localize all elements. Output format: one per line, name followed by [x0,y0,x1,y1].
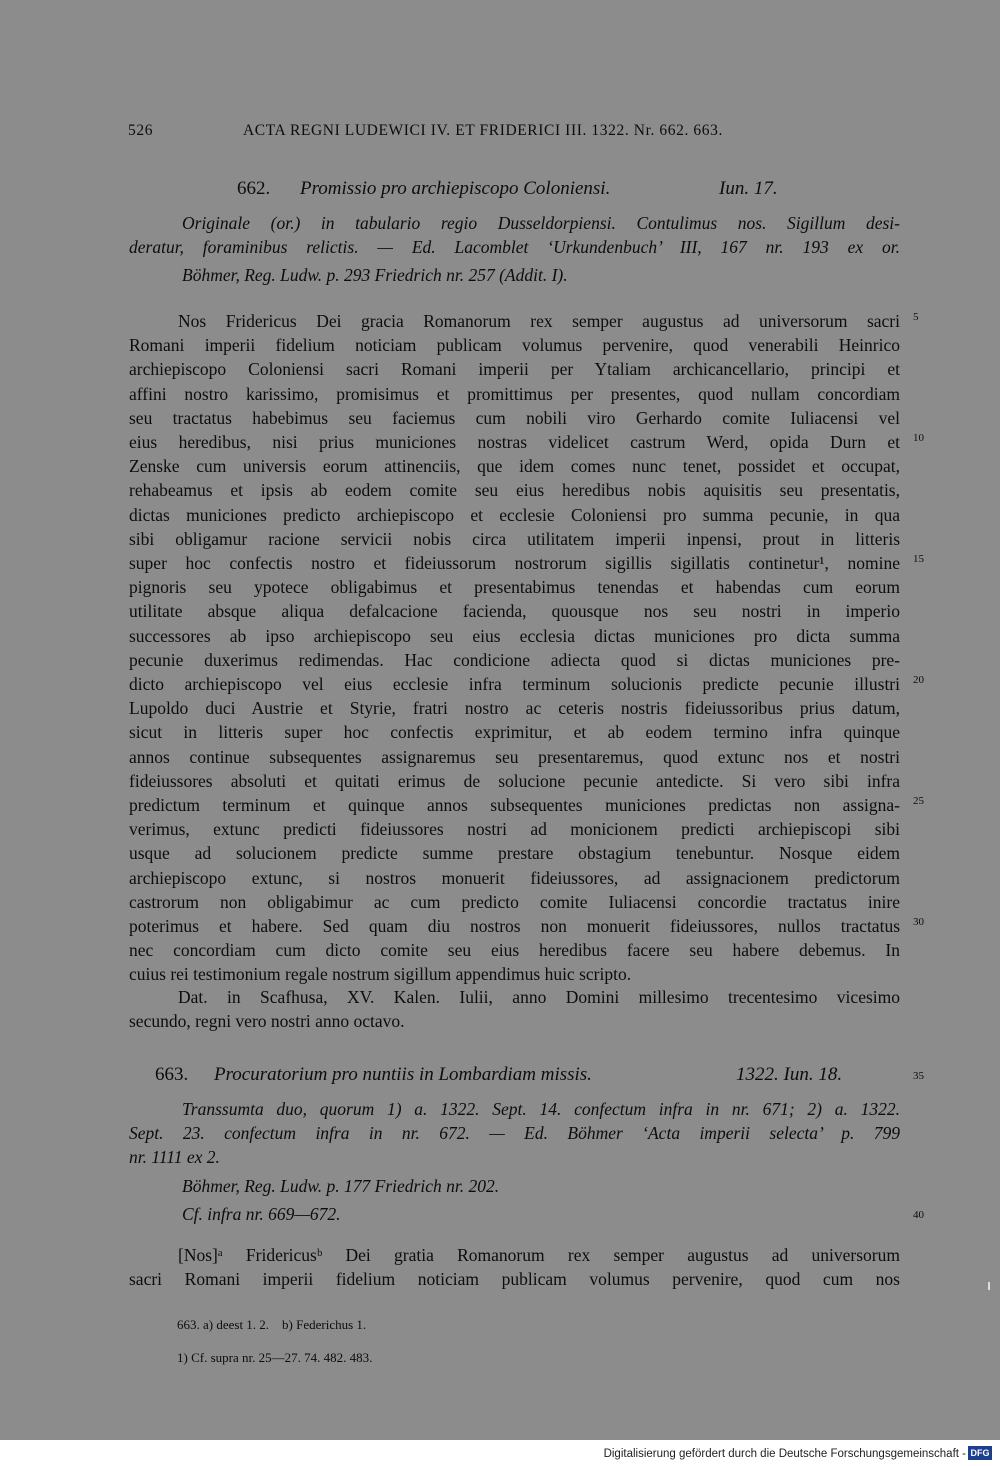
margin-line-number: 5 [913,311,919,323]
doc-662-body-line: eius heredibus, nisi prius municiones nostras videlicet castrum Werd, opida Durn et [129,432,900,452]
doc-663-source-line: nr. 1111 ex 2. [129,1147,220,1167]
doc-662-dat-line: secundo, regni vero nostri anno octavo. [129,1011,405,1031]
doc-662-body-line: successores ab ipso archiepiscopo seu eius ecclesia dictas municiones pro dicta summa [129,625,900,646]
doc-662-body-line: seu tractatus habebimus seu faciemus cum nobili viro Gerhardo comite Iuliacensi vel [129,407,900,428]
doc-663-source-line: Cf. infra nr. 669—672. [182,1204,341,1224]
doc-663-source-line: Sept. 23. confectum infra in nr. 672. — Ed. Böhmer ‘Acta imperii selecta’ p. 799 [129,1123,900,1143]
doc-662-dat-line: Dat. in Scafhusa, XV. Kalen. Iulii, anno Domini millesimo trecentesimo vicesimo [178,987,900,1007]
doc-662-body-line: utilitate absque aliqua defalcacione facienda, quousque nos seu nostri in imperio [129,601,900,622]
doc-662-body-line: fideiussores absoluti et quitati erimus de solucione pecunie antedicte. Si vero sibi infra [129,770,900,791]
page-number: 526 [128,122,154,139]
doc-662-body-line: archiepiscopo extunc, si nostros monuerit fideiussores, ad assignacionem predictorum [129,867,900,888]
doc-662-title: Promissio pro archiepiscopo Coloniensi. [300,178,611,199]
doc-662-body-line: predictum terminum et quinque annos subsequentes municiones predictas non assigna- [129,795,900,815]
doc-663-source-line: Böhmer, Reg. Ludw. p. 177 Friedrich nr. 202. [182,1176,500,1196]
margin-line-number: 35 [913,1070,924,1082]
doc-662-source-line: Originale (or.) in tabulario regio Dusseldorpiensi. Contulimus nos. Sigillum desi- [182,213,900,233]
doc-663-number: 663. [155,1064,189,1085]
doc-662-body-line: archiepiscopo Coloniensi sacri Romani imperii per Ytaliam archicancellario, principi et [129,359,900,380]
doc-662-body-line: super hoc confectis nostro et fideiussorum nostrorum sigillis sigillatis continetur¹, nomine [129,553,900,573]
margin-line-number: 40 [913,1209,924,1221]
margin-line-number: 15 [913,553,924,565]
doc-662-body-line: castrorum non obligabimur ac cum predicto comite Iuliacensi concordie tractatus inire [129,891,900,912]
margin-line-number: 25 [913,795,924,807]
doc-663-date: 1322. Iun. 18. [736,1064,843,1085]
scan-mark [988,1282,990,1290]
dfg-logo: DFG [968,1446,992,1460]
doc-662-body-line: verimus, extunc predicti fideiussores nostri ad monicionem predicti archiepiscopi sibi [129,819,900,840]
doc-662-body-line: sicut in litteris super hoc confectis exprimitur, et ab eodem termino infra quinque [129,722,900,743]
margin-line-number: 10 [913,432,924,444]
doc-662-body-line: Romani imperii fidelium noticiam publicam volumus pervenire, quod venerabili Heinrico [129,335,900,356]
doc-663-body-line: [Nos]ᵃ Fridericusᵇ Dei gratia Romanorum rex semper augustus ad universorum [178,1245,900,1265]
doc-663-source-line: Transsumta duo, quorum 1) a. 1322. Sept. 14. confectum infra in nr. 671; 2) a. 1322. [182,1099,900,1119]
doc-662-body-line: usque ad solucionem predicte summe prestare obstagium tenebuntur. Nosque eidem [129,843,900,864]
footnote-references: 1) Cf. supra nr. 25—27. 74. 482. 483. [177,1350,373,1365]
doc-662-body-line: poterimus et habere. Sed quam diu nostros non monuerit fideiussores, nullos tractatus [129,916,900,936]
doc-663-body-line: sacri Romani imperii fidelium noticiam publicam volumus pervenire, quod cum nos [129,1269,900,1289]
doc-662-source-line: Böhmer, Reg. Ludw. p. 293 Friedrich nr. 257 (Addit. I). [182,265,568,285]
dfg-credit: Digitalisierung gefördert durch die Deutsche Forschungsgemeinschaft - [603,1448,966,1460]
doc-662-body-line: Nos Fridericus Dei gracia Romanorum rex semper augustus ad universorum sacri [178,311,900,331]
doc-662-date: Iun. 17. [719,178,778,199]
doc-662-body-line: pecunie duxerimus redimendas. Hac condicione adiecta quod si dictas municiones pre- [129,649,900,670]
doc-662-body-line: annos continue subsequentes assignaremus seu presentaremus, quod extunc nos et nostri [129,746,900,767]
doc-662-body-line: sibi obligamur racione servicii nobis circa utilitatem imperii inpensi, prout in litteris [129,528,900,549]
doc-662-number: 662. [237,178,271,199]
running-title: ACTA REGNI LUDEWICI IV. ET FRIDERICI III. 1322. Nr. 662. 663. [243,122,723,139]
doc-662-source-line: deratur, foraminibus relictis. — Ed. Lacomblet ‘Urkundenbuch’ III, 167 nr. 193 ex or. [129,237,900,257]
doc-662-body-line: rehabeamus et ipsis ab eodem comite seu eius heredibus nobis aquisitis seu presentatis, [129,480,900,501]
doc-662-body-line: affini nostro karissimo, promisimus et promittimus per presentes, quod nullam concordiam [129,383,900,404]
doc-662-body-line: Lupoldo duci Austrie et Styrie, fratri nostro ac ceteris nostris fideiussoribus prius datum, [129,698,900,719]
doc-663-title: Procuratorium pro nuntiis in Lombardiam missis. [214,1064,592,1085]
doc-662-body-line: nec concordiam cum dicto comite seu eius heredibus facere seu habere debemus. In [129,940,900,961]
doc-662-body-line: dictas municiones predicto archiepiscopo et ecclesie Coloniensi pro summa pecunie, in qua [129,504,900,525]
doc-662-body-line: cuius rei testimonium regale nostrum sigillum appendimus huic scripto. [129,964,632,985]
footnote-variants: 663. a) deest 1. 2. b) Federichus 1. [177,1317,367,1332]
doc-662-body-line: pignoris seu ypotece obligabimus et presentabimus tenendas et habendas cum eorum [129,577,900,598]
doc-662-body-line: dicto archiepiscopo vel eius ecclesie infra terminum solucionis predicte pecunie illustri [129,674,900,694]
doc-662-body-line: Zenske cum universis eorum attinenciis, que idem comes nunc tenet, possidet et occupat, [129,456,900,477]
margin-line-number: 20 [913,674,924,686]
margin-line-number: 30 [913,916,924,928]
